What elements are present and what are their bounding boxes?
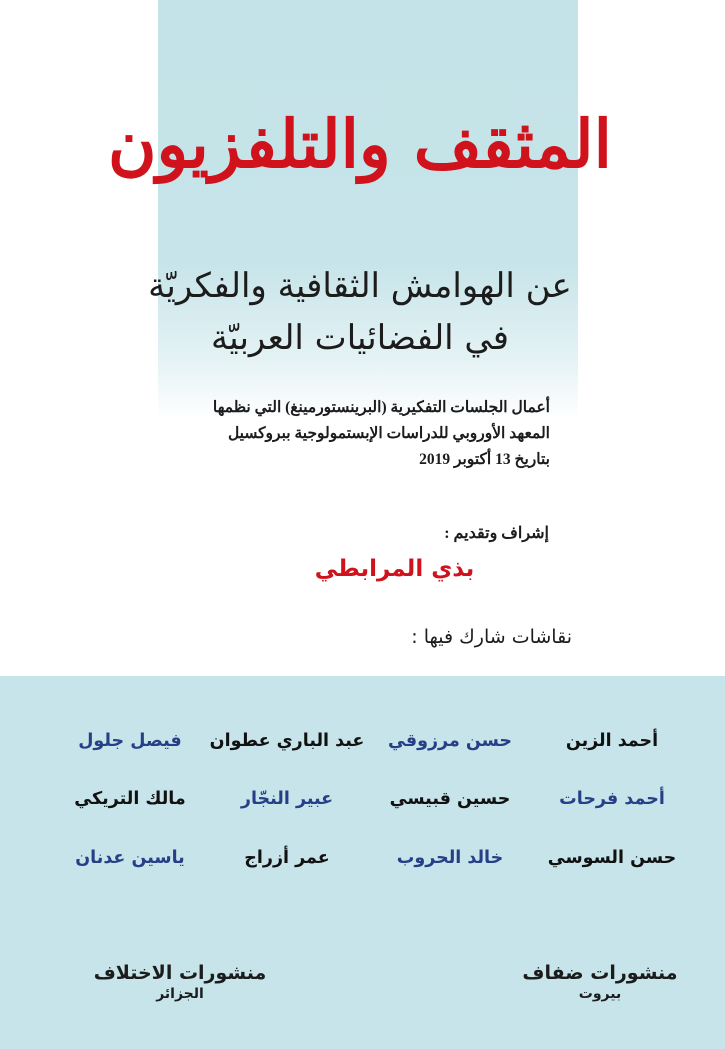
participants-label: نقاشات شارك فيها : <box>411 626 572 648</box>
publisher-name: منشورات ضفاف <box>522 962 678 984</box>
publisher-name: منشورات الاختلاف <box>93 962 267 984</box>
participant-name: أحمد الزين <box>565 731 659 751</box>
participant-name: ياسين عدنان <box>75 848 185 868</box>
participant-name: عبد الباري عطوان <box>209 731 365 751</box>
subtitle-line-1: عن الهوامش الثقافية والفكريّة <box>148 266 572 306</box>
subtitle-line-2: في الفضائيات العربيّة <box>210 318 510 358</box>
info-line-2: المعهد الأوروبي للدراسات الإبستمولوجية ببروكسيل <box>227 425 550 442</box>
info-line-3: بتاريخ 13 أكتوبر 2019 <box>419 451 550 468</box>
participant-name: عمر أزراج <box>244 848 330 868</box>
participant-name: مالك التريكي <box>74 789 186 809</box>
participant-name: عبير النجّار <box>240 789 334 809</box>
participant-name: أحمد فرحات <box>559 789 665 809</box>
info-line-1: أعمال الجلسات التفكيرية (البرينستورمينغ) التي نظمها <box>212 399 550 416</box>
book-title: المثقف والتلفزيون <box>107 105 613 183</box>
publisher-ikhtilaf <box>80 962 280 1002</box>
publisher-city: بيروت <box>578 986 622 1002</box>
participant-name: خالد الحروب <box>396 848 504 868</box>
supervision-label: إشراف وتقديم : <box>444 525 549 542</box>
participant-name: حسن مرزوقي <box>387 731 513 751</box>
publisher-difaf <box>500 962 700 1002</box>
editor-name: بذي المرابطي <box>314 556 475 582</box>
publisher-city: الجزائر <box>156 986 204 1002</box>
participant-name: حسن السوسي <box>547 848 677 868</box>
participant-name: فيصل جلول <box>78 731 182 751</box>
participant-name: حسين قبيسي <box>389 789 511 809</box>
